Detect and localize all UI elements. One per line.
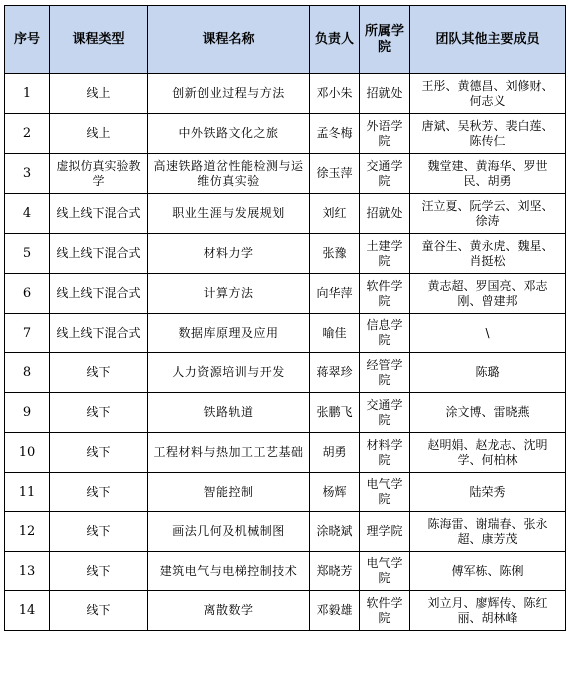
- cell-index: 2: [5, 114, 50, 154]
- cell-leader: 杨辉: [310, 473, 360, 512]
- cell-index: 5: [5, 234, 50, 274]
- header-leader: 负责人: [310, 6, 360, 74]
- cell-college: 软件学院: [360, 274, 410, 314]
- table-header-row: [5, 6, 566, 74]
- cell-course-name: 高速铁路道岔性能检测与运维仿真实验: [148, 154, 310, 194]
- cell-course-name: 画法几何及机械制图: [148, 512, 310, 552]
- table-row: [5, 433, 566, 473]
- cell-course-type: 线下: [50, 473, 148, 512]
- header-course-name: 课程名称: [148, 6, 310, 74]
- cell-course-type: 线下: [50, 393, 148, 433]
- cell-leader: 张豫: [310, 234, 360, 274]
- header-team-members: 团队其他主要成员: [410, 6, 566, 74]
- cell-course-type: 线下: [50, 591, 148, 631]
- cell-team-members: 涂文博、雷晓燕: [410, 393, 566, 433]
- cell-course-name: 工程材料与热加工工艺基础: [148, 433, 310, 473]
- cell-team-members: 童谷生、黄永虎、魏星、肖挺松: [410, 234, 566, 274]
- cell-course-type: 线下: [50, 552, 148, 591]
- cell-index: 7: [5, 314, 50, 353]
- cell-course-name: 职业生涯与发展规划: [148, 194, 310, 234]
- table-row: [5, 194, 566, 234]
- cell-leader: 徐玉萍: [310, 154, 360, 194]
- cell-course-name: 建筑电气与电梯控制技术: [148, 552, 310, 591]
- cell-index: 11: [5, 473, 50, 512]
- cell-team-members: 陈璐: [410, 353, 566, 393]
- cell-index: 13: [5, 552, 50, 591]
- cell-college: 软件学院: [360, 591, 410, 631]
- cell-team-members: 刘立月、廖辉传、陈红丽、胡林峰: [410, 591, 566, 631]
- cell-college: 理学院: [360, 512, 410, 552]
- cell-team-members: 傅军栋、陈俐: [410, 552, 566, 591]
- header-course-type: 课程类型: [50, 6, 148, 74]
- cell-team-members: 王彤、黄德昌、刘修财、何志义: [410, 74, 566, 114]
- cell-course-type: 线上线下混合式: [50, 314, 148, 353]
- cell-college: 经管学院: [360, 353, 410, 393]
- table-row: [5, 154, 566, 194]
- cell-index: 14: [5, 591, 50, 631]
- course-table-container: [4, 5, 566, 631]
- cell-course-name: 数据库原理及应用: [148, 314, 310, 353]
- cell-index: 6: [5, 274, 50, 314]
- table-row: [5, 552, 566, 591]
- cell-team-members: 魏堂建、黄海华、罗世民、胡勇: [410, 154, 566, 194]
- cell-leader: 喻佳: [310, 314, 360, 353]
- cell-course-type: 线上线下混合式: [50, 274, 148, 314]
- cell-team-members: 赵明娟、赵龙志、沈明学、何柏林: [410, 433, 566, 473]
- table-row: [5, 274, 566, 314]
- cell-index: 1: [5, 74, 50, 114]
- cell-college: 交通学院: [360, 393, 410, 433]
- cell-course-name: 智能控制: [148, 473, 310, 512]
- cell-index: 3: [5, 154, 50, 194]
- cell-leader: 邓毅雄: [310, 591, 360, 631]
- cell-course-type: 线下: [50, 353, 148, 393]
- cell-college: 电气学院: [360, 552, 410, 591]
- cell-team-members: 汪立夏、阮学云、刘坚、徐涛: [410, 194, 566, 234]
- table-row: [5, 591, 566, 631]
- cell-index: 4: [5, 194, 50, 234]
- cell-course-type: 线上: [50, 114, 148, 154]
- table-row: [5, 393, 566, 433]
- table-row: [5, 314, 566, 353]
- cell-course-name: 铁路轨道: [148, 393, 310, 433]
- cell-course-type: 线下: [50, 512, 148, 552]
- table-row: [5, 473, 566, 512]
- cell-course-type: 线上: [50, 74, 148, 114]
- cell-college: 招就处: [360, 194, 410, 234]
- cell-team-members: 陆荣秀: [410, 473, 566, 512]
- cell-course-name: 材料力学: [148, 234, 310, 274]
- cell-course-name: 离散数学: [148, 591, 310, 631]
- cell-index: 10: [5, 433, 50, 473]
- cell-index: 12: [5, 512, 50, 552]
- cell-leader: 张鹏飞: [310, 393, 360, 433]
- cell-course-type: 线上线下混合式: [50, 194, 148, 234]
- cell-course-name: 创新创业过程与方法: [148, 74, 310, 114]
- cell-course-name: 中外铁路文化之旅: [148, 114, 310, 154]
- cell-team-members: 黄志超、罗国亮、邓志刚、曾建邦: [410, 274, 566, 314]
- cell-course-type: 线下: [50, 433, 148, 473]
- header-index: 序号: [5, 6, 50, 74]
- table-row: [5, 512, 566, 552]
- cell-course-name: 人力资源培训与开发: [148, 353, 310, 393]
- cell-college: 土建学院: [360, 234, 410, 274]
- header-college: 所属学院: [360, 6, 410, 74]
- cell-team-members: \: [410, 314, 566, 353]
- cell-leader: 向华萍: [310, 274, 360, 314]
- table-row: [5, 234, 566, 274]
- cell-college: 电气学院: [360, 473, 410, 512]
- cell-college: 招就处: [360, 74, 410, 114]
- cell-college: 外语学院: [360, 114, 410, 154]
- cell-course-type: 线上线下混合式: [50, 234, 148, 274]
- cell-team-members: 唐斌、吴秋芳、裴白莲、陈传仁: [410, 114, 566, 154]
- cell-college: 信息学院: [360, 314, 410, 353]
- cell-index: 9: [5, 393, 50, 433]
- cell-leader: 郑晓芳: [310, 552, 360, 591]
- cell-leader: 蒋翠珍: [310, 353, 360, 393]
- cell-college: 交通学院: [360, 154, 410, 194]
- cell-college: 材料学院: [360, 433, 410, 473]
- cell-leader: 邓小朱: [310, 74, 360, 114]
- table-row: [5, 353, 566, 393]
- cell-leader: 涂晓斌: [310, 512, 360, 552]
- table-row: [5, 114, 566, 154]
- cell-leader: 刘红: [310, 194, 360, 234]
- cell-index: 8: [5, 353, 50, 393]
- cell-leader: 胡勇: [310, 433, 360, 473]
- course-table: [4, 5, 566, 631]
- table-row: [5, 74, 566, 114]
- cell-leader: 孟冬梅: [310, 114, 360, 154]
- cell-course-type: 虚拟仿真实验教学: [50, 154, 148, 194]
- cell-team-members: 陈海雷、谢瑞春、张永超、康芳茂: [410, 512, 566, 552]
- cell-course-name: 计算方法: [148, 274, 310, 314]
